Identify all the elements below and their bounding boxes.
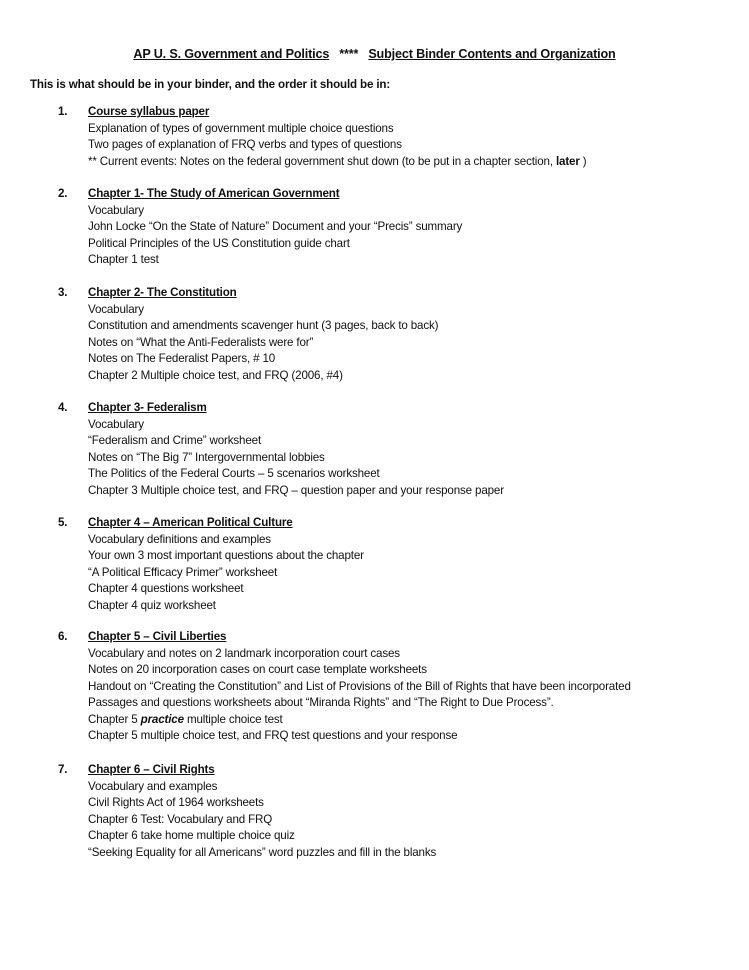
section-heading: Chapter 1- The Study of American Government (88, 187, 340, 200)
section-item: Your own 3 most important questions about the chapter (88, 549, 364, 562)
section-item: Notes on The Federalist Papers, # 10 (88, 352, 276, 365)
binder-section (58, 104, 587, 170)
binder-section (58, 400, 504, 499)
section-item: Chapter 2 Multiple choice test, and FRQ (2006, #4) (88, 368, 343, 382)
binder-section (58, 285, 438, 384)
section-body (88, 515, 364, 614)
section-item: Constitution and amendments scavenger hunt (3 pages, back to back) (88, 319, 439, 332)
item-text: Chapter 5 (88, 712, 141, 726)
section-number: 5. (58, 516, 68, 529)
section-item: Chapter 5 multiple choice test, and FRQ test questions and your response (88, 729, 458, 742)
section-item: Civil Rights Act of 1964 worksheets (88, 796, 264, 809)
section-item: Notes on “What the Anti-Federalists were for” (88, 335, 314, 349)
intro-text: This is what should be in your binder, and the order it should be in: (30, 78, 391, 91)
section-item: Chapter 4 questions worksheet (88, 582, 244, 595)
section-item: Chapter 6 Test: Vocabulary and FRQ (88, 812, 273, 826)
section-item: The Politics of the Federal Courts – 5 scenarios worksheet (88, 467, 380, 480)
binder-section (58, 629, 631, 745)
section-body (88, 285, 438, 384)
section-number: 2. (58, 187, 68, 200)
binder-section (58, 762, 436, 861)
section-number: 7. (58, 763, 68, 776)
section-item: “A Political Efficacy Primer” worksheet (88, 565, 278, 579)
section-body (88, 762, 436, 861)
section-item: Notes on 20 incorporation cases on court case template worksheets (88, 663, 427, 676)
binder-section (58, 186, 462, 269)
section-item: Vocabulary and notes on 2 landmark incorporation court cases (88, 646, 400, 660)
emphasis-text: later (555, 154, 580, 168)
section-item (88, 712, 631, 729)
section-item: “Federalism and Crime” worksheet (88, 434, 262, 447)
page-title (0, 47, 749, 61)
title-separator: **** (339, 47, 359, 61)
section-item: Two pages of explanation of FRQ verbs and types of questions (88, 138, 402, 151)
item-text: ** Current events: Notes on the federal government shut down (to be put in a chapter section, (88, 154, 556, 168)
section-number: 4. (58, 401, 68, 414)
section-heading: Chapter 3- Federalism (88, 401, 207, 414)
section-item (88, 154, 587, 171)
section-body (88, 186, 462, 269)
section-number: 1. (58, 105, 68, 118)
section-item: Vocabulary (88, 203, 144, 217)
section-number: 3. (58, 286, 68, 299)
section-item: Chapter 3 Multiple choice test, and FRQ – question paper and your response paper (88, 483, 504, 497)
section-item: Chapter 4 quiz worksheet (88, 598, 216, 612)
item-text: multiple choice test (183, 712, 283, 726)
title-left: AP U. S. Government and Politics (133, 47, 330, 61)
section-item: Vocabulary (88, 302, 144, 316)
emphasis-text: practice (140, 712, 184, 726)
section-item: Handout on “Creating the Constitution” and List of Provisions of the Bill of Rights that have been incorporated (88, 679, 631, 693)
section-heading: Chapter 5 – Civil Liberties (88, 630, 227, 643)
section-item: “Seeking Equality for all Americans” word puzzles and fill in the blanks (88, 845, 437, 859)
section-item: Passages and questions worksheets about “Miranda Rights” and “The Right to Due Process”. (88, 696, 554, 709)
binder-section (58, 515, 364, 614)
section-body (88, 400, 504, 499)
section-item: Chapter 6 take home multiple choice quiz (88, 829, 295, 842)
section-item: Vocabulary definitions and examples (88, 532, 271, 546)
section-heading: Chapter 4 – American Political Culture (88, 516, 293, 529)
section-item: Notes on “The Big 7” Intergovernmental lobbies (88, 450, 325, 464)
section-item: Political Principles of the US Constitution guide chart (88, 236, 350, 250)
section-body (88, 104, 587, 170)
section-item: John Locke “On the State of Nature” Document and your “Precis” summary (88, 220, 463, 233)
section-item: Chapter 1 test (88, 253, 159, 266)
title-right: Subject Binder Contents and Organization (368, 47, 616, 61)
section-body (88, 629, 631, 745)
section-heading: Chapter 2- The Constitution (88, 286, 237, 299)
section-heading: Chapter 6 – Civil Rights (88, 763, 215, 776)
section-item: Vocabulary and examples (88, 779, 218, 793)
section-heading: Course syllabus paper (88, 105, 210, 118)
section-item: Vocabulary (88, 417, 144, 431)
section-number: 6. (58, 630, 68, 643)
section-item: Explanation of types of government multiple choice questions (88, 121, 394, 135)
item-text: ) (579, 154, 587, 168)
